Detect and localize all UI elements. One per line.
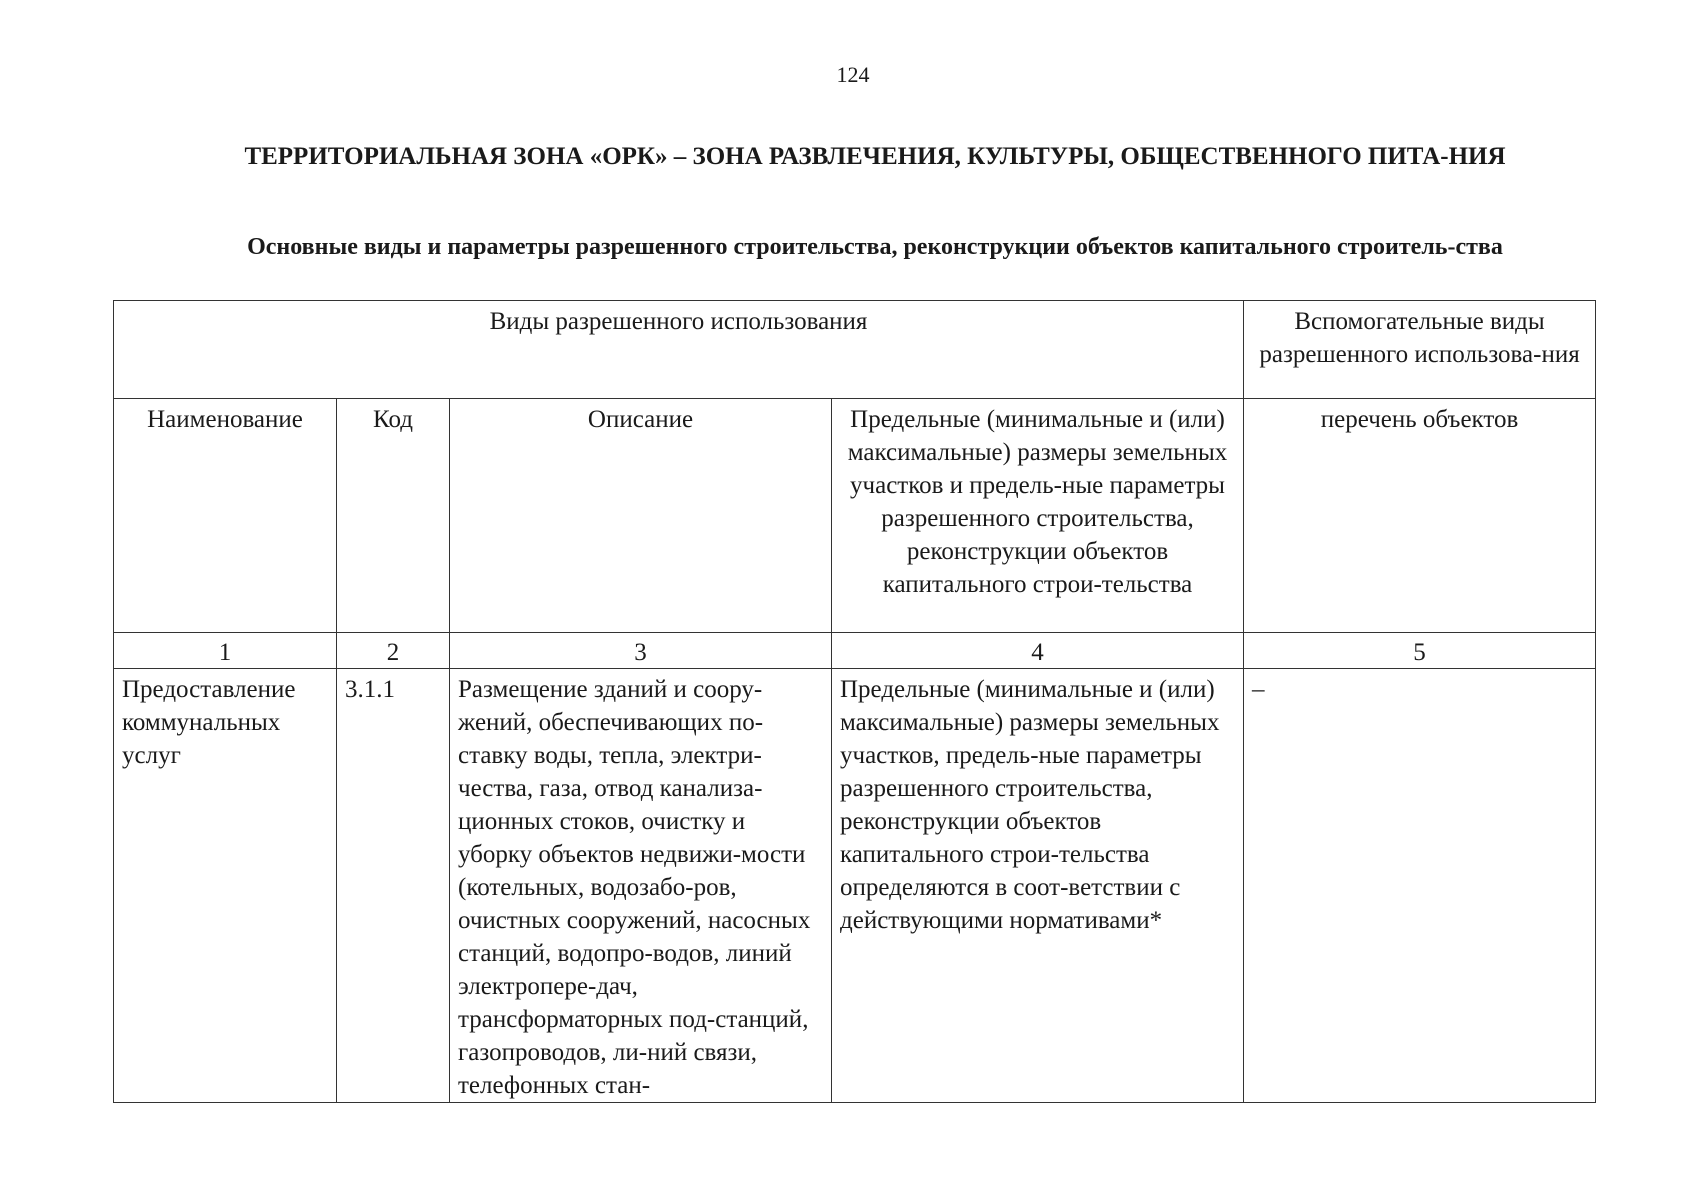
permitted-use-table bbox=[113, 300, 1596, 1103]
column-number: 4 bbox=[832, 633, 1244, 669]
zone-title: ТЕРРИТОРИАЛЬНАЯ ЗОНА «ОРК» – ЗОНА РАЗВЛЕЧЕНИЯ, КУЛЬТУРЫ, ОБЩЕСТВЕННОГО ПИТА-НИЯ bbox=[244, 143, 1506, 170]
column-number: 5 bbox=[1244, 633, 1596, 669]
column-header-code: Код bbox=[337, 399, 450, 633]
column-header-description: Описание bbox=[450, 399, 832, 633]
column-number: 3 bbox=[450, 633, 832, 669]
table-row bbox=[114, 669, 1596, 1103]
column-header-parameters: Предельные (минимальные и (или) максимальные) размеры земельных участков и предель-ные параметры разрешенного строительства, реконструкции объектов капитального строи-тельства bbox=[832, 399, 1244, 633]
group-header-permitted-uses: Виды разрешенного использования bbox=[114, 301, 1244, 399]
cell-description: Размещение зданий и соору-жений, обеспечивающих по-ставку воды, тепла, электри-чества, газа, отвод канализа-ционных стоков, очистку и уборку объектов недвижи-мости (котельных, водозабо-ров, очистных сооружений, насосных станций, водопро-водов, линий электропере-дач, трансформаторных под-станций, газопроводов, ли-ний связи, телефонных стан- bbox=[450, 669, 832, 1103]
cell-objects: – bbox=[1244, 669, 1596, 1103]
section-subtitle: Основные виды и параметры разрешенного строительства, реконструкции объектов капитального строитель-ства bbox=[247, 234, 1503, 260]
column-header-objects: перечень объектов bbox=[1244, 399, 1596, 633]
group-header-auxiliary-uses: Вспомогательные виды разрешенного использова-ния bbox=[1244, 301, 1596, 399]
table-group-header-row bbox=[114, 301, 1596, 399]
column-header-name: Наименование bbox=[114, 399, 337, 633]
column-number: 2 bbox=[337, 633, 450, 669]
column-number: 1 bbox=[114, 633, 337, 669]
table-column-header-row bbox=[114, 399, 1596, 633]
column-number-row bbox=[114, 633, 1596, 669]
cell-code: 3.1.1 bbox=[337, 669, 450, 1103]
cell-name: Предоставление коммунальных услуг bbox=[114, 669, 337, 1103]
page-number: 124 bbox=[836, 62, 870, 87]
cell-parameters: Предельные (минимальные и (или) максимальные) размеры земельных участков, предель-ные параметры разрешенного строительства, реконструкции объектов капитального строи-тельства определяются в соот-ветствии с действующими нормативами* bbox=[832, 669, 1244, 1103]
